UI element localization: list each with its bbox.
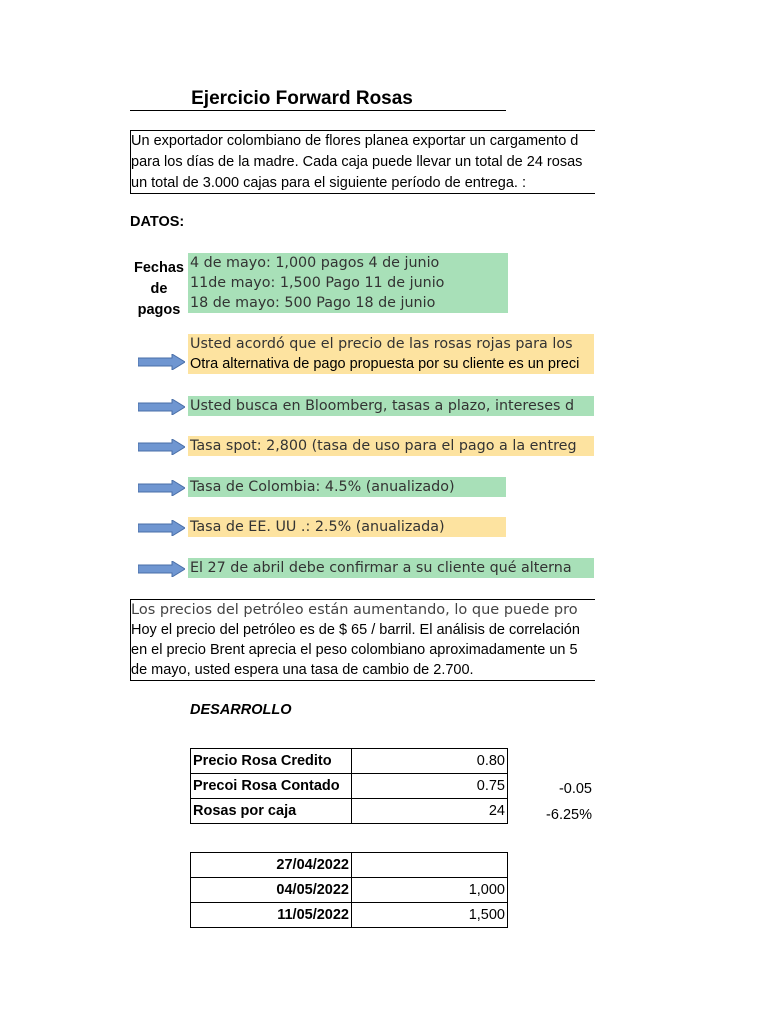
table-cell-value: 1,500 [352, 903, 508, 928]
table-row [191, 774, 508, 799]
item-line-yellow: Otra alternativa de pago propuesta por su cliente es un preci [188, 354, 594, 374]
table-cell-value: 0.80 [352, 749, 508, 774]
oil-line: de mayo, usted espera una tasa de cambio de 2.700. [131, 662, 474, 678]
table-cell-value: 24 [352, 799, 508, 824]
intro-line: Un exportador colombiano de flores planea exportar un cargamento d [131, 133, 579, 149]
intro-box [130, 130, 595, 194]
table-row [191, 853, 508, 878]
arrow-icon [138, 480, 185, 496]
item-line-yellow: Usted acordó que el precio de las rosas rojas para los [188, 334, 594, 354]
table-cell-value [352, 853, 508, 878]
extra-value: -6.25% [546, 807, 592, 823]
price-table [190, 748, 508, 824]
table-cell-label: Rosas por caja [191, 799, 352, 824]
oil-line: en el precio Brent aprecia el peso colombiano aproximadamente un 5 [131, 642, 578, 658]
oil-box [130, 599, 595, 681]
table-cell-label: Precio Rosa Credito [191, 749, 352, 774]
fecha-line: 18 de mayo: 500 Pago 18 de junio [190, 295, 436, 311]
oil-line: Hoy el precio del petróleo es de $ 65 / barril. El análisis de correlación [131, 622, 580, 638]
fecha-line: 11de mayo: 1,500 Pago 11 de junio [190, 275, 445, 291]
item-line-yellow: Tasa spot: 2,800 (tasa de uso para el pago a la entreg [188, 436, 594, 456]
arrow-icon [138, 439, 185, 455]
table-row [191, 799, 508, 824]
page-title: Ejercicio Forward Rosas [130, 88, 506, 111]
intro-line: para los días de la madre. Cada caja puede llevar un total de 24 rosas [131, 154, 583, 170]
table-cell-value: 0.75 [352, 774, 508, 799]
table-cell-date: 04/05/2022 [191, 878, 352, 903]
table-row [191, 749, 508, 774]
table-cell-value: 1,000 [352, 878, 508, 903]
fechas-label: Fechas de pagos [134, 260, 184, 318]
extra-value: -0.05 [558, 781, 592, 797]
table-cell-date: 11/05/2022 [191, 903, 352, 928]
fechas-list [188, 253, 508, 313]
arrow-icon [138, 399, 185, 415]
item-line-green: El 27 de abril debe confirmar a su cliente qué alterna [188, 558, 594, 578]
arrow-icon [138, 520, 185, 536]
arrow-icon [138, 561, 185, 577]
dates-table [190, 852, 508, 928]
fecha-line: 4 de mayo: 1,000 pagos 4 de junio [190, 255, 440, 271]
item-line-green: Tasa de Colombia: 4.5% (anualizado) [188, 477, 506, 497]
table-cell-date: 27/04/2022 [191, 853, 352, 878]
item-line-yellow: Tasa de EE. UU .: 2.5% (anualizada) [188, 517, 506, 537]
table-row [191, 903, 508, 928]
datos-label: DATOS: [130, 214, 185, 230]
arrow-icon [138, 354, 185, 370]
table-cell-label: Precoi Rosa Contado [191, 774, 352, 799]
desarrollo-label: DESARROLLO [190, 702, 292, 718]
intro-line: un total de 3.000 cajas para el siguiente período de entrega. : [131, 175, 527, 191]
table-row [191, 878, 508, 903]
item-line-green: Usted busca en Bloomberg, tasas a plazo, intereses d [188, 396, 594, 416]
oil-line: Los precios del petróleo están aumentando, lo que puede pro [131, 602, 578, 618]
